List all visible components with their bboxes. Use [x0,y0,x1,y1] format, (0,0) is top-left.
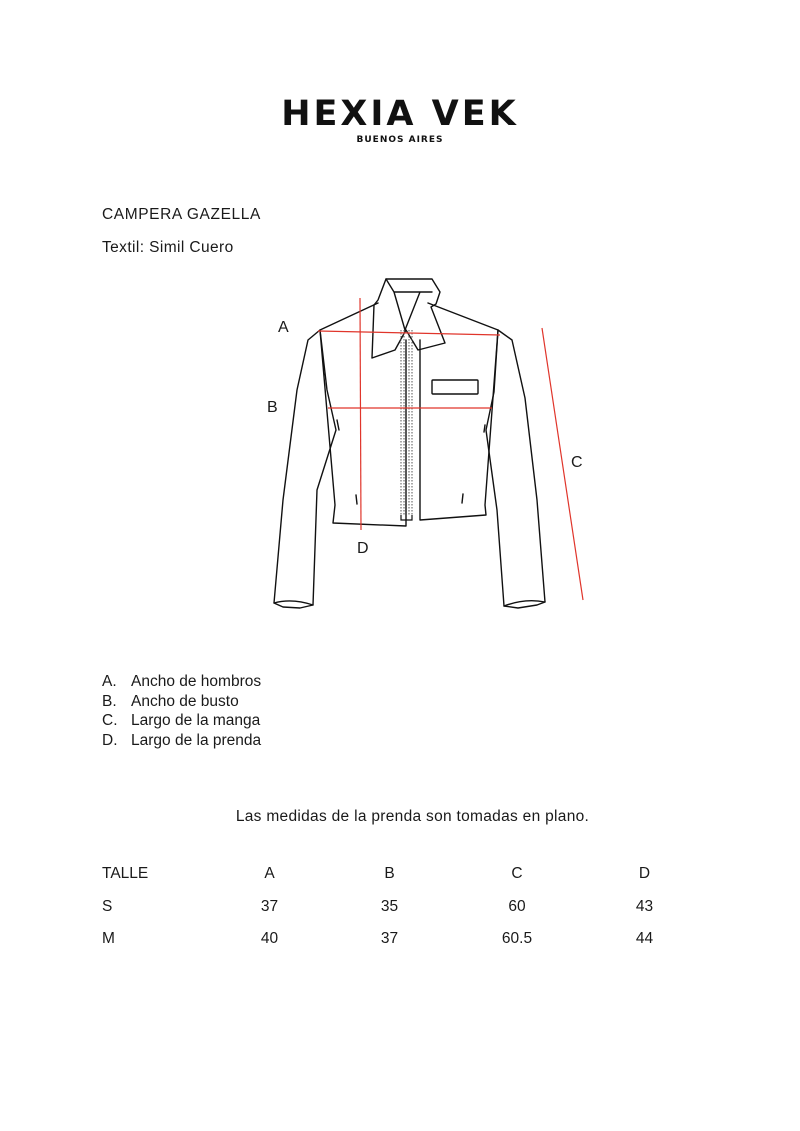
size-table [102,858,697,956]
table-cell: 37 [260,897,279,915]
table-header-row [102,858,697,891]
legend-text: Largo de la prenda [131,731,262,749]
legend-item [102,672,261,692]
legend-letter: A. [102,673,117,690]
legend-text: Ancho de hombros [131,673,262,690]
header-a: A [264,865,275,883]
table-cell: 43 [635,897,654,915]
table-cell: 35 [380,897,399,915]
table-row [102,923,697,956]
label-c: C [571,454,583,471]
label-a: A [278,319,289,336]
legend-item [102,731,261,751]
brand-logo: HEXIA VEK [281,94,519,134]
legend-item [102,711,261,731]
table-cell: 44 [635,930,654,948]
table-cell: 40 [260,930,279,948]
table-cell: 37 [380,930,399,948]
legend-item [102,692,261,712]
size-label: M [102,930,115,948]
size-label: S [102,897,113,915]
measurement-legend [102,672,261,750]
product-fabric: Textil: Simil Cuero [102,239,234,256]
table-cell: 60 [508,897,526,915]
legend-letter: B. [102,692,117,710]
measure-line-d [360,298,361,530]
header-talle: TALLE [102,865,149,883]
legend-letter: D. [102,731,118,749]
label-b: B [267,399,278,416]
legend-letter: C. [102,712,118,729]
jacket-outline [274,279,545,608]
header-b: B [384,865,395,883]
brand-tagline: BUENOS AIRES [356,135,444,145]
header-d: D [638,865,651,883]
jacket-measurement-diagram [260,270,600,620]
product-name: CAMPERA GAZELLA [102,206,261,223]
measurement-note: Las medidas de la prenda son tomadas en plano. [235,808,590,825]
table-cell: 60.5 [501,930,533,948]
header-c: C [511,865,523,883]
legend-text: Ancho de busto [131,692,239,710]
label-d: D [357,540,369,557]
table-row [102,891,697,924]
legend-text: Largo de la manga [131,712,261,729]
